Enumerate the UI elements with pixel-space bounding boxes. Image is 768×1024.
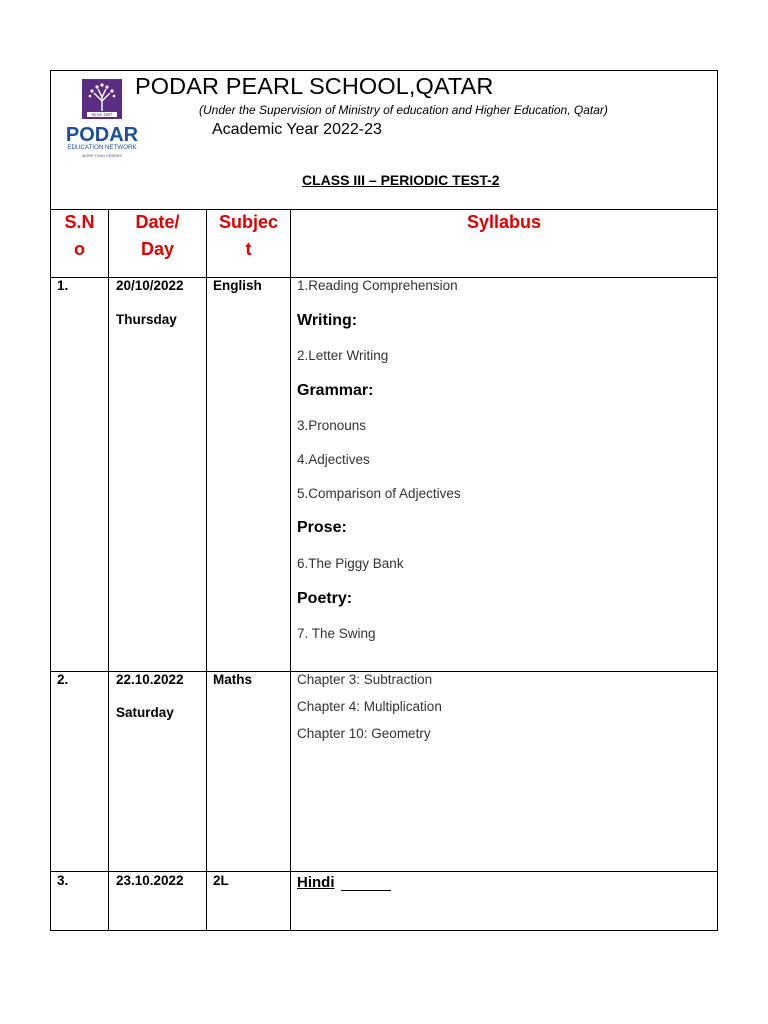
column-header-date xyxy=(109,209,206,263)
syllabus-heading-poetry: Poetry: xyxy=(297,590,353,607)
syllabus-item: 7. The Swing xyxy=(297,626,376,641)
syllabus-heading-prose: Prose: xyxy=(297,519,347,536)
row-divider xyxy=(51,871,717,872)
syllabus-item: 6.The Piggy Bank xyxy=(297,556,404,571)
syllabus-table xyxy=(50,70,718,931)
logo-brand-text: PODAR xyxy=(65,124,139,146)
academic-year: Academic Year 2022-23 xyxy=(212,121,382,138)
row2-sno: 2. xyxy=(57,672,69,687)
header-syllabus-text: Syllabus xyxy=(466,212,542,232)
row1-sno: 1. xyxy=(57,278,69,293)
header-sno-line2: o xyxy=(74,239,85,259)
column-header-sno xyxy=(51,209,108,263)
row2-date: 22.10.2022 xyxy=(116,672,184,687)
column-divider xyxy=(108,209,109,930)
row3-sno: 3. xyxy=(57,873,69,888)
syllabus-heading-writing: Writing: xyxy=(297,312,358,329)
syllabus-item: 2.Letter Writing xyxy=(297,348,389,363)
supervision-note: (Under the Supervision of Ministry of education and Higher Education, Qatar) xyxy=(199,103,608,117)
syllabus-item: 1.Reading Comprehension xyxy=(297,278,458,293)
header-subject-line1: Subjec xyxy=(218,212,279,232)
row3-date: 23.10.2022 xyxy=(116,873,184,888)
column-header-syllabus xyxy=(291,209,717,236)
row1-day: Thursday xyxy=(116,312,177,327)
header-date-line1: Date/ xyxy=(135,212,180,232)
row1-date: 20/10/2022 xyxy=(116,278,184,293)
column-divider xyxy=(206,209,207,930)
syllabus-heading-grammar: Grammar: xyxy=(297,382,374,399)
test-title: CLASS III – PERIODIC TEST-2 xyxy=(302,172,500,188)
column-header-subject xyxy=(207,209,290,263)
syllabus-item: Chapter 3: Subtraction xyxy=(297,672,433,687)
syllabus-item: 3.Pronouns xyxy=(297,418,367,433)
header-subject-line2: t xyxy=(245,239,252,259)
logo-network-text: EDUCATION NETWORK xyxy=(67,144,137,151)
header-block xyxy=(51,71,717,210)
header-sno-line1: S.N xyxy=(64,212,95,232)
syllabus-heading-hindi: Hindi xyxy=(297,874,335,891)
logo-badge-text: Since 1927 xyxy=(91,112,113,118)
hindi-underline xyxy=(341,890,391,891)
syllabus-item: Chapter 10: Geometry xyxy=(297,726,431,741)
header-date-line2: Day xyxy=(140,239,175,259)
syllabus-item: 4.Adjectives xyxy=(297,452,370,467)
row1-subject: English xyxy=(213,278,262,293)
column-divider xyxy=(290,209,291,930)
row2-day: Saturday xyxy=(116,705,174,720)
syllabus-item: 5.Comparison of Adjectives xyxy=(297,486,461,501)
school-name: PODAR PEARL SCHOOL,QATAR xyxy=(135,73,494,99)
row3-subject: 2L xyxy=(213,873,229,888)
row2-subject: Maths xyxy=(213,672,253,687)
logo-tagline-text: MORE THAN GRADES xyxy=(82,154,122,158)
syllabus-item: Chapter 4: Multiplication xyxy=(297,699,442,714)
